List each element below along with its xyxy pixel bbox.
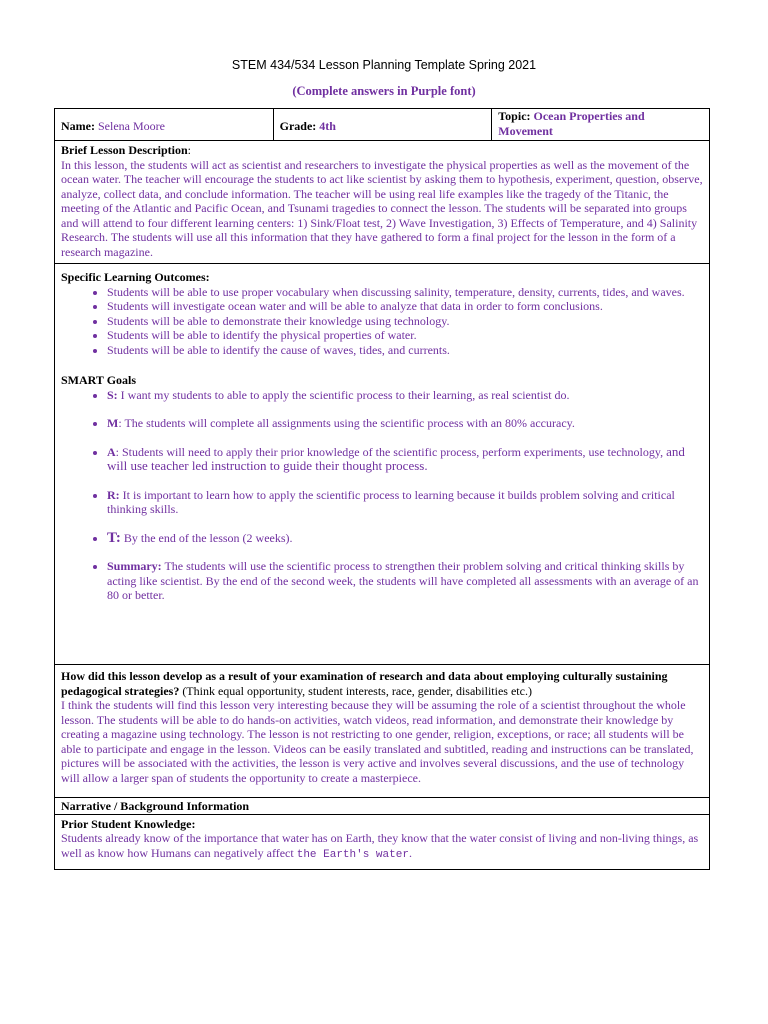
smart-a-text-1: : Students will need to apply their prior knowledge of the scientific process, perform experiments, use technology, bbox=[115, 444, 664, 459]
brief-description-text: In this lesson, the students will act as scientist and researchers to investigate the physical properties as well as the movement of the ocean water. The teacher will encourage the students to act like scientist by asking them to hypothesis, experiment, question, observe, analyze, collect data, and conclude information. The teacher will be using real life examples like the tragedy of the Titanic, the meeting of the Atlantic and Pacific Ocean, and Tsunami tragedies to connect the lesson. The students will be separated into groups and will attend to four different learning centers: 1) Sink/Float test, 2) Wave Investigation, 3) Effects of Temperature, and 4) Salinity Research. The students will use all this information that they have gathered to form a final project for the lesson in the form of a research magazine. bbox=[61, 157, 703, 259]
smart-goal-t bbox=[107, 531, 703, 546]
learning-outcomes-list bbox=[61, 285, 703, 358]
smart-a-label: A bbox=[107, 444, 116, 459]
brief-description-colon: : bbox=[187, 143, 191, 157]
prior-knowledge-cell bbox=[55, 814, 710, 869]
lesson-plan-table bbox=[54, 108, 710, 870]
culturally-sustaining-row bbox=[55, 665, 710, 798]
smart-goal-s bbox=[107, 388, 703, 403]
smart-m-label: M bbox=[107, 416, 119, 430]
narrative-heading-row bbox=[55, 798, 710, 815]
smart-goal-r bbox=[107, 488, 703, 517]
smart-t-label: T: bbox=[107, 529, 121, 546]
smart-summary-text: The students will use the scientific process to strengthen their problem solving and critical thinking skills by acting like scientist. By the end of the second week, the students will have completed all assessments with an average of an 80 or better. bbox=[107, 559, 699, 602]
prior-knowledge-period: . bbox=[408, 845, 412, 860]
smart-r-label: R: bbox=[107, 487, 120, 502]
smart-m-text: : The students will complete all assignments using the scientific process with an 80% accuracy. bbox=[118, 416, 575, 430]
smart-s-label: S: bbox=[107, 387, 118, 402]
list-item: • Students will be able to use proper vocabulary when discussing salinity, temperature, density, currents, tides, and waves. bbox=[107, 285, 703, 300]
brief-description-heading: Brief Lesson Description bbox=[61, 143, 188, 157]
smart-s-text: I want my students to able to apply the scientific process to their learning, as real scientist do. bbox=[117, 387, 570, 402]
culturally-sustaining-hint: (Think equal opportunity, student interests, race, gender, disabilities etc.) bbox=[179, 683, 532, 698]
prior-knowledge-text-end: the Earth's water bbox=[296, 848, 409, 861]
prior-knowledge-heading: Prior Student Knowledge: bbox=[61, 816, 196, 831]
list-item: • Students will be able to demonstrate their knowledge using technology. bbox=[107, 314, 703, 329]
header-row bbox=[55, 109, 710, 141]
brief-description-row bbox=[55, 141, 710, 264]
brief-description-cell bbox=[55, 141, 710, 264]
topic-value-line2: Movement bbox=[498, 123, 553, 138]
smart-goal-summary bbox=[107, 559, 703, 603]
topic-label: Topic: bbox=[498, 109, 531, 123]
name-value: Selena Moore bbox=[97, 119, 165, 134]
grade-cell bbox=[273, 109, 492, 141]
learning-outcomes-heading: Specific Learning Outcomes: bbox=[61, 270, 210, 284]
grade-label: Grade: bbox=[279, 119, 317, 134]
smart-a-text-2: and will use teacher led instruction to guide their thought process. bbox=[107, 443, 685, 473]
prior-knowledge-text: Students already know of the importance that water has on Earth, they know that the water consist of living and non-living things, as well as know how Humans can negatively affect bbox=[61, 831, 699, 860]
smart-goal-m bbox=[107, 416, 703, 431]
list-item: • Students will be able to identify the physical properties of water. bbox=[107, 328, 703, 343]
smart-t-text: By the end of the lesson (2 weeks). bbox=[120, 530, 293, 545]
smart-goals-heading: SMART Goals bbox=[61, 373, 137, 387]
culturally-sustaining-answer: I think the students will find this lesson very interesting because they will be assuming the role of a scientist throughout the whole lesson. The students will be able to do hands-on activities, watch videos, read information, and demonstrate their knowledge by creating a magazine using technology. The lesson is not restricting to one gender, religion, exceptions, or race; all students will be able to participate and engage in the lesson. Videos can be easily translated and subtitled, reading and instructions can be translated, pictures will be associated with the activities, the lesson is very active and involves several discussions, and the use of technology will allow a larger span of students the opportunity to create a masterpiece. bbox=[61, 698, 694, 785]
name-label: Name: bbox=[61, 119, 95, 134]
smart-r-text: It is important to learn how to apply the scientific process to learning because it builds problem solving and critical thinking skills. bbox=[107, 487, 675, 516]
page-subtitle: (Complete answers in Purple font) bbox=[292, 84, 476, 98]
narrative-heading-cell bbox=[55, 798, 710, 815]
outcomes-smart-cell bbox=[55, 264, 710, 665]
list-item: • Students will be able to identify the cause of waves, tides, and currents. bbox=[107, 343, 703, 358]
smart-goals-list bbox=[61, 388, 703, 603]
topic-value-line1: Ocean Properties and bbox=[533, 109, 645, 123]
page-title: STEM 434/534 Lesson Planning Template Spring 2021 bbox=[231, 58, 537, 72]
grade-value: 4th bbox=[319, 119, 336, 134]
smart-goal-a bbox=[107, 445, 703, 474]
prior-knowledge-row bbox=[55, 814, 710, 869]
culturally-sustaining-cell bbox=[55, 665, 710, 798]
list-item: • Students will investigate ocean water and will be able to analyze that data in order to form conclusions. bbox=[107, 299, 703, 314]
smart-summary-label: Summary: bbox=[107, 559, 162, 573]
outcomes-smart-row bbox=[55, 264, 710, 665]
name-cell bbox=[55, 109, 274, 141]
topic-cell bbox=[492, 109, 710, 141]
culturally-sustaining-question: How did this lesson develop as a result of your examination of research and data about employing culturally sustaining pedagogical strategies? bbox=[61, 669, 668, 698]
narrative-heading: Narrative / Background Information bbox=[61, 799, 250, 813]
